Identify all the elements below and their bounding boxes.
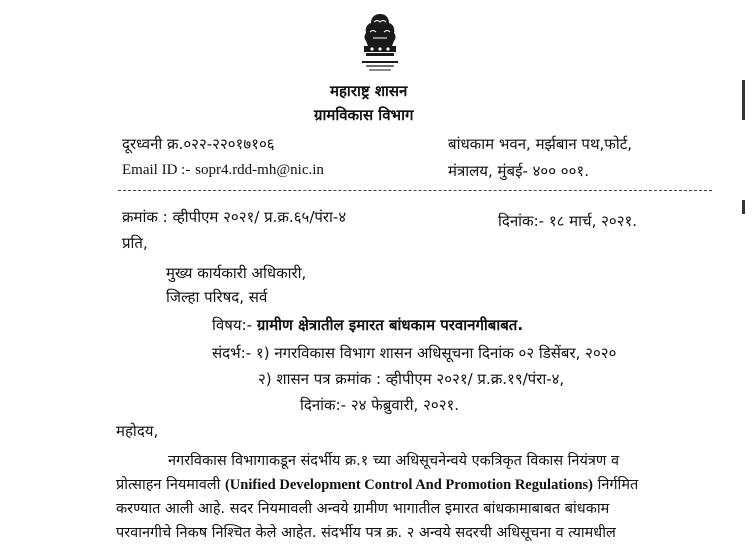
scan-edge-mark	[742, 80, 745, 120]
email-line	[122, 160, 324, 179]
subject-label: विषय:-	[212, 316, 253, 334]
email-link[interactable]: sopr4.rdd-mh@nic.in	[195, 162, 324, 178]
paragraph-line-3: करण्यात आली आहे. सदर नियमावली अन्वये ग्रामीण भागातील इमारत बांधकामाबाबत बांधकाम	[116, 501, 610, 517]
email-label: Email ID :-	[122, 162, 191, 178]
recipient-prati: प्रति,	[122, 234, 148, 252]
address-line-1: बांधकाम भवन, मर्झबान पथ,फोर्ट,	[448, 135, 633, 153]
department-name: ग्रामविकास विभाग	[314, 106, 414, 124]
letter-date: दिनांक:- १८ मार्च, २०२१.	[498, 212, 638, 230]
subject-line	[212, 316, 523, 334]
recipient-line-1: मुख्य कार्यकारी अधिकारी,	[166, 264, 307, 282]
address-line-2: मंत्रालय, मुंबई- ४०० ००१.	[448, 162, 589, 180]
state-emblem-icon	[352, 8, 408, 74]
paragraph-line-1: नगरविकास विभागाकडून संदर्भीय क्र.१ च्या अधिसूचनेन्वये एकत्रिकृत विकास नियंत्रण व	[168, 453, 620, 469]
subject-text: ग्रामीण क्षेत्रातील इमारत बांधकाम परवानगीबाबत.	[256, 316, 524, 334]
scan-edge-mark	[742, 200, 745, 214]
header-divider	[118, 190, 712, 191]
salutation: महोदय,	[116, 422, 159, 440]
reference-number: क्रमांक : व्हीपीएम २०२१/ प्र.क्र.६५/पंरा-४	[122, 208, 347, 226]
paragraph-line-4: परवानगीचे निकष निश्चित केले आहेत. संदर्भीय पत्र क्र. २ अन्वये सदरची अधिसूचना व त्यामधील	[116, 525, 616, 541]
recipient-line-2: जिल्हा परिषद, सर्व	[166, 288, 268, 306]
regulation-name-english: (Unified Development Control And Promotion Regulations)	[224, 477, 593, 493]
paragraph-line-2	[116, 476, 638, 494]
reference-1-line	[212, 344, 616, 362]
references-label: संदर्भ:-	[212, 344, 252, 362]
government-name: महाराष्ट्र शासन	[330, 82, 408, 100]
phone-number: दूरध्वनी क्र.०२२-२२०१७१०६	[122, 135, 275, 153]
paragraph-line-2-start: प्रोत्साहन नियमावली	[116, 477, 225, 493]
paragraph-line-2-end: निर्गमित	[592, 477, 639, 493]
reference-item-1: १) नगरविकास विभाग शासन अधिसूचना दिनांक ०२ डिसेंबर, २०२०	[255, 344, 617, 362]
reference-item-2-date: दिनांक:- २४ फेब्रुवारी, २०२१.	[300, 396, 460, 414]
reference-item-2: २) शासन पत्र क्रमांक : व्हीपीएम २०२१/ प्र.क्र.१९/पंरा-४,	[258, 370, 565, 388]
